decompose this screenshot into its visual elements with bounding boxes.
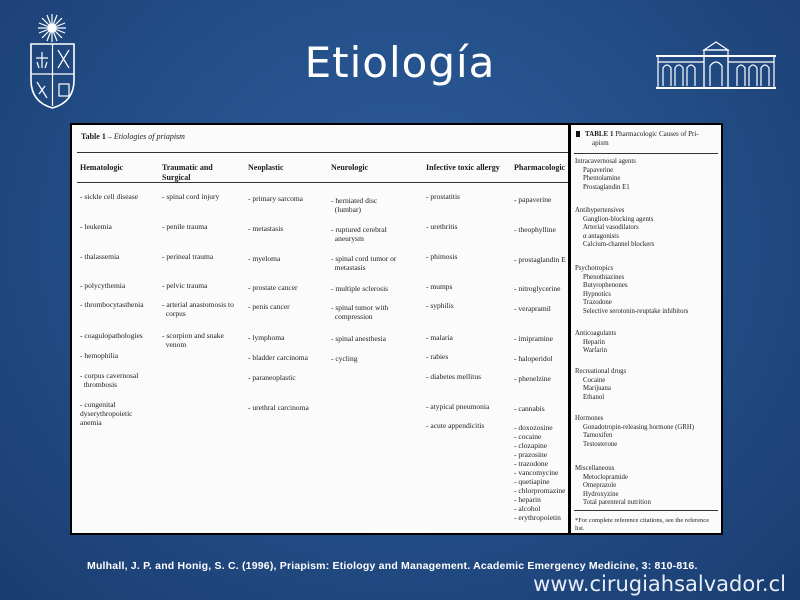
pharm-table-title xyxy=(576,130,699,148)
table-cell: - arterial anastomosis to corpus xyxy=(162,300,234,318)
table-cell: - spinal tumor with compression xyxy=(331,303,389,321)
pharm-footnote: *For complete reference citations, see the reference list. xyxy=(575,517,710,532)
pharm-group-item: Papaverine xyxy=(583,166,614,174)
column-header: Hematologic xyxy=(80,163,124,172)
pharm-group xyxy=(575,415,694,449)
pharm-group-item: Heparin xyxy=(583,338,605,346)
table-cell: - atypical pneumonia xyxy=(426,402,490,411)
table-cell: - penile trauma xyxy=(162,222,208,231)
column-header: Infective toxic allergy xyxy=(426,163,500,172)
table-cell: - doxozosine - cocaine - clozapine - prazosine - trazodone - vancomycine - quetiapine - chlorpromazine - heparin - alcohol - erythropoietin xyxy=(514,423,566,522)
table-cell: - leukemia xyxy=(80,222,112,231)
pharm-bottom-rule xyxy=(574,510,718,511)
table-header-rule xyxy=(77,182,568,183)
pharm-group-title: Miscellaneous xyxy=(575,465,615,472)
table-cell: - haloperidol xyxy=(514,354,553,363)
pharm-group xyxy=(575,368,626,402)
pharm-group-title: Anticoagulants xyxy=(575,330,617,337)
table-cell: - myeloma xyxy=(248,254,281,263)
table-cell: - thalassemia xyxy=(80,252,120,261)
pharm-group-item: Tamoxifen xyxy=(583,432,613,440)
pharm-group-item: Gonadotropin-releasing hormone (GRH) xyxy=(583,423,694,431)
pharm-group xyxy=(575,207,654,250)
table-cell: - urethritis xyxy=(426,222,458,231)
pharm-title-line1: Pharmacologic Causes of Pri- xyxy=(615,130,699,138)
pharm-group-title: Antihypertensives xyxy=(575,207,625,214)
table-cell: - coagulopathologies xyxy=(80,331,143,340)
table-cell: - diabetes mellitus xyxy=(426,372,481,381)
pharm-group xyxy=(575,330,616,356)
pharm-group-item: Total parenteral nutrition xyxy=(583,499,651,507)
table-cell: - phenelzine xyxy=(514,374,551,383)
table-label: Table 1 xyxy=(81,132,106,141)
pharm-group-item: Butyrophenones xyxy=(583,282,628,290)
table-cell: - primary sarcoma xyxy=(248,194,303,203)
pharm-group xyxy=(575,158,636,192)
square-bullet-icon xyxy=(576,131,580,137)
table-cell: - scorpion and snake venom xyxy=(162,331,224,349)
pharm-group-item: Testosterone xyxy=(583,440,618,448)
table-cell: - hemophilia xyxy=(80,351,119,360)
table-cell: - imipramine xyxy=(514,334,553,343)
table-cell: - lymphoma xyxy=(248,333,285,342)
table-cell: - phimosis xyxy=(426,252,458,261)
pharm-group-title: Recreational drugs xyxy=(575,368,627,375)
pharm-group-item: Hypnotics xyxy=(583,290,611,298)
table-cell: - urethral carcinoma xyxy=(248,403,309,412)
column-header: Neoplastic xyxy=(248,163,284,172)
table-cell: - acute appendicitis xyxy=(426,421,485,430)
pharm-group-item: Cocaine xyxy=(583,376,606,384)
table-cell: - malaria xyxy=(426,333,453,342)
table-cell: - prostaglandin E xyxy=(514,255,566,264)
table-cell: - verapramil xyxy=(514,304,551,313)
table-cell: - prostatitis xyxy=(426,192,460,201)
pharm-group-item: Trazodone xyxy=(583,299,612,307)
pharm-table-label: TABLE 1 xyxy=(585,130,614,138)
table-cell: - spinal cord injury xyxy=(162,192,220,201)
table-cell: - cannabis xyxy=(514,404,545,413)
table-cell: - nitroglycerine xyxy=(514,284,561,293)
pharm-group-item: Arterial vasodilators xyxy=(583,224,639,232)
pharm-group-item: Calcium-channel blockers xyxy=(583,241,655,249)
table-cell: - theophylline xyxy=(514,225,556,234)
table-cell: - thrombocytasthenia xyxy=(80,300,144,309)
table-top-rule xyxy=(77,152,568,153)
table-cell: - pelvic trauma xyxy=(162,281,208,290)
pharm-group-item: Warfarin xyxy=(583,347,607,355)
table-cell: - sickle cell disease xyxy=(80,192,139,201)
pharm-group-item: α antagonists xyxy=(583,232,619,240)
website-url: www.cirugiahsalvador.cl xyxy=(533,572,786,596)
pharm-group-item: Metoclopramide xyxy=(583,473,628,481)
table-cell: - perineal trauma xyxy=(162,252,214,261)
table-cell: - rabies xyxy=(426,352,449,361)
table-cell: - herniated disc (lumbar) xyxy=(331,196,378,214)
table-cell: - congenital dyserythropoietic anemia xyxy=(80,400,133,427)
table-cell: - spinal anesthesia xyxy=(331,334,386,343)
table-cell: - mumps xyxy=(426,282,453,291)
table-cell: - papaverine xyxy=(514,195,552,204)
pharm-group-title: Intracavernosal agents xyxy=(575,158,636,165)
table-caption xyxy=(81,132,185,141)
table-cell: - metastasis xyxy=(248,224,284,233)
etiologies-table xyxy=(70,123,570,535)
table-caption-text: – Etiologies of priapism xyxy=(105,132,185,141)
table-cell: - ruptured cerebral aneurysm xyxy=(331,225,387,243)
citation-reference: Mulhall, J. P. and Honig, S. C. (1996), Priapism: Etiology and Management. Academic Emergency Medicine, 3: 810-816. xyxy=(87,560,698,572)
table-cell: - polycythemia xyxy=(80,281,126,290)
table-cell: - bladder carcinoma xyxy=(248,353,308,362)
pharm-group-item: Selective serotonin-reuptake inhibitors xyxy=(583,307,689,315)
column-header: Pharmacologic xyxy=(514,163,566,172)
table-cell: - corpus cavernosal thrombosis xyxy=(80,371,139,389)
pharm-group-item: Ganglion-blocking agents xyxy=(583,215,654,223)
table-cell: - prostate cancer xyxy=(248,283,298,292)
pharm-top-rule xyxy=(574,153,718,154)
column-header: Traumatic and Surgical xyxy=(162,163,213,182)
pharm-title-line2: apism xyxy=(592,139,609,147)
pharm-group-item: Ethanol xyxy=(583,393,605,401)
pharm-group-item: Phenothiazines xyxy=(583,273,625,281)
pharm-group-title: Hormones xyxy=(575,415,604,422)
pharm-group xyxy=(575,465,651,508)
table-cell: - paraneoplastic xyxy=(248,373,296,382)
pharm-group-title: Psychotropics xyxy=(575,265,614,272)
table-cell: - multiple sclerosis xyxy=(331,284,389,293)
table-cell: - penis cancer xyxy=(248,302,290,311)
pharm-group-item: Prostaglandin E1 xyxy=(583,183,630,191)
pharm-group-item: Phentolamine xyxy=(583,175,621,183)
pharm-group-item: Omeprazole xyxy=(583,482,617,490)
pharm-group-item: Hydroxyzine xyxy=(583,490,619,498)
table-cell: - syphilis xyxy=(426,301,454,310)
table-cell: - spinal cord tumor or metastasis xyxy=(331,254,397,272)
table-cell: - cycling xyxy=(331,354,358,363)
column-header: Neurologic xyxy=(331,163,369,172)
pharmacologic-causes-table xyxy=(569,123,723,535)
slide-title: Etiología xyxy=(304,38,496,87)
pharm-group xyxy=(575,265,688,317)
pharm-group-item: Marijuana xyxy=(583,385,611,393)
